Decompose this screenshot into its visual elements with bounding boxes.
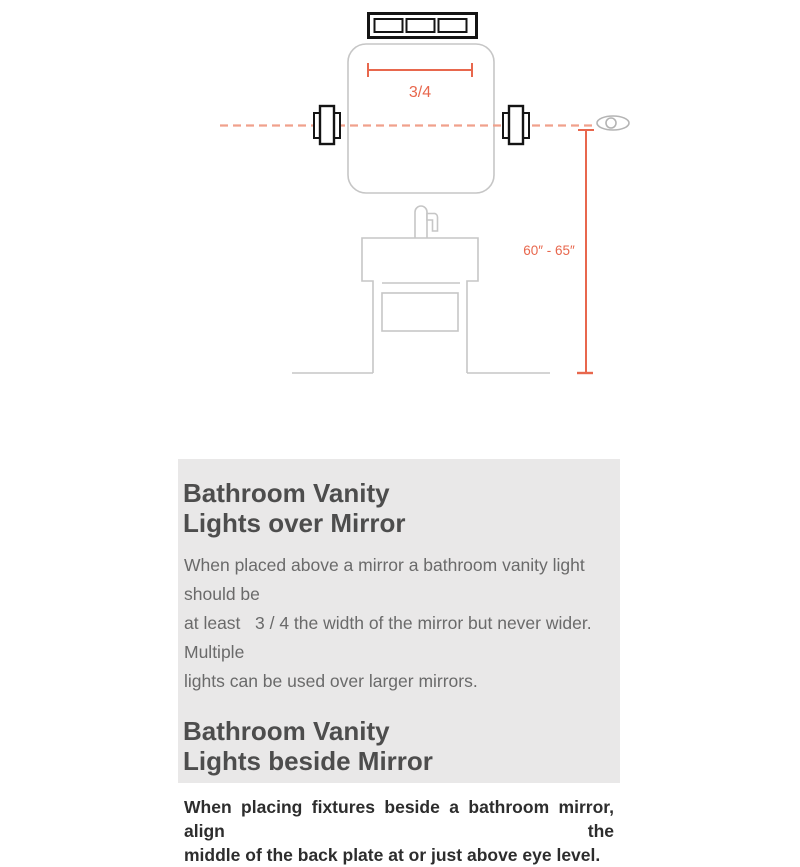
section-beside-heading — [183, 716, 614, 776]
section-beside-body — [184, 795, 619, 867]
vanity-light-bar-icon — [369, 14, 477, 38]
sink-vanity-icon — [292, 206, 550, 373]
faucet-icon — [415, 206, 438, 239]
info-panel — [178, 459, 620, 865]
section-over-body — [184, 551, 614, 696]
body-line: at least 3 / 4 the width of the mirror but never wider. Multiple — [184, 613, 602, 662]
mirror-width-label: 3/4 — [408, 84, 432, 101]
body-line: lights can be used over larger mirrors. — [184, 671, 478, 691]
mounting-height-dimension — [523, 130, 594, 373]
eye-icon — [597, 116, 629, 130]
drawer-front — [382, 293, 458, 331]
body-line: When placed above a mirror a bathroom vanity light should be — [184, 555, 590, 604]
body-line: middle of the back plate at or just above eye level. — [184, 845, 601, 865]
heading-line: Bathroom Vanity — [183, 478, 390, 508]
left-sconce-icon — [314, 106, 340, 144]
heading-line: Lights over Mirror — [183, 508, 406, 538]
section-lights-beside-mirror — [183, 716, 619, 867]
sink-basin-outline — [362, 238, 478, 373]
right-sconce-icon — [503, 106, 529, 144]
body-line: When placing fixtures beside a bathroom mirror, align the — [184, 797, 619, 841]
section-over-heading — [183, 478, 614, 538]
heading-line: Bathroom Vanity — [183, 716, 390, 746]
heading-line: Lights beside Mirror — [183, 746, 433, 776]
mounting-height-label: 60″ - 65″ — [523, 243, 575, 258]
section-lights-over-mirror — [183, 478, 614, 696]
